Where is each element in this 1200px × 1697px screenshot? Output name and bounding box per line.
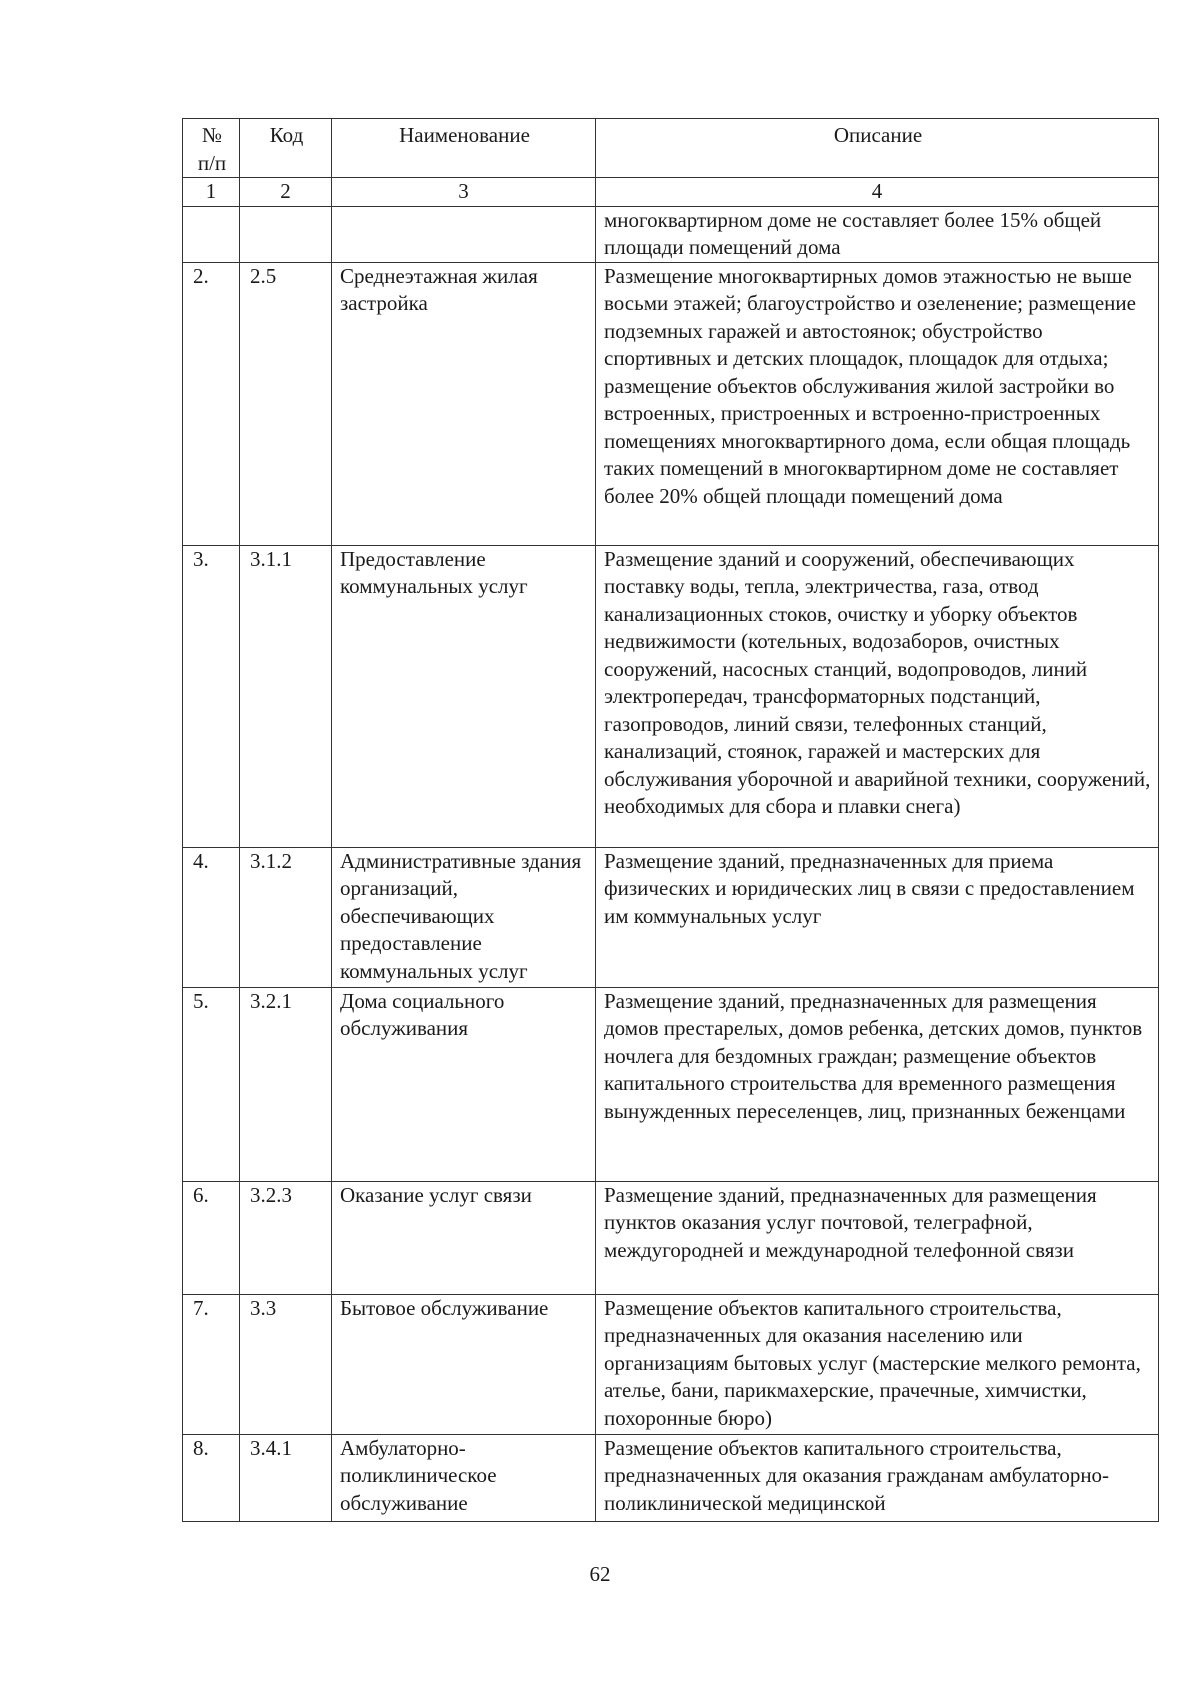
row-description: Размещение зданий, предназначенных для размещения пунктов оказания услуг почтовой, телеграфной, междугородней и международной телефонной связи bbox=[596, 1181, 1159, 1294]
row-number: 7. bbox=[183, 1294, 240, 1434]
row-name: Оказание услуг связи bbox=[332, 1181, 596, 1294]
row-code: 3.2.1 bbox=[240, 987, 332, 1181]
row-code: 3.3 bbox=[240, 1294, 332, 1434]
row-description: многоквартирном доме не составляет более 15% общей площади помещений дома bbox=[596, 206, 1159, 262]
header-number: № п/п bbox=[183, 119, 240, 178]
row-name: Бытовое обслуживание bbox=[332, 1294, 596, 1434]
row-code: 3.1.1 bbox=[240, 545, 332, 847]
row-description: Размещение зданий, предназначенных для размещения домов престарелых, домов ребенка, детских домов, пунктов ночлега для бездомных граждан; размещение объектов капитального строительства для временного размещения вынужденных переселенцев, лиц, признанных беженцами bbox=[596, 987, 1159, 1181]
column-number-row bbox=[183, 178, 1159, 207]
row-description: Размещение многоквартирных домов этажностью не выше восьми этажей; благоустройство и озеленение; размещение подземных гаражей и автостоянок; обустройство спортивных и детских площадок, площадок для отдыха; размещение объектов обслуживания жилой застройки во встроенных, пристроенных и встроенно-пристроенных помещениях многоквартирного дома, если общая площадь таких помещений в многоквартирном доме не составляет более 20% общей площади помещений дома bbox=[596, 262, 1159, 545]
row-number: 5. bbox=[183, 987, 240, 1181]
row-name bbox=[332, 206, 596, 262]
row-code: 2.5 bbox=[240, 262, 332, 545]
table-header-row bbox=[183, 119, 1159, 178]
row-name: Амбулаторно-поликлиническое обслуживание bbox=[332, 1434, 596, 1521]
row-code: 3.4.1 bbox=[240, 1434, 332, 1521]
row-description: Размещение зданий, предназначенных для приема физических и юридических лиц в связи с предоставлением им коммунальных услуг bbox=[596, 847, 1159, 987]
row-number: 8. bbox=[183, 1434, 240, 1521]
table-row-continuation bbox=[183, 206, 1159, 262]
row-number: 6. bbox=[183, 1181, 240, 1294]
table-row bbox=[183, 545, 1159, 847]
table-row bbox=[183, 1294, 1159, 1434]
row-name: Дома социального обслуживания bbox=[332, 987, 596, 1181]
table-row bbox=[183, 262, 1159, 545]
land-use-table bbox=[182, 118, 1159, 1522]
row-name: Среднеэтажная жилая застройка bbox=[332, 262, 596, 545]
page-number: 62 bbox=[589, 1562, 611, 1586]
table-row bbox=[183, 987, 1159, 1181]
row-number: 2. bbox=[183, 262, 240, 545]
row-description: Размещение зданий и сооружений, обеспечивающих поставку воды, тепла, электричества, газа, отвод канализационных стоков, очистку и уборку объектов недвижимости (котельных, водозаборов, очистных сооружений, насосных станций, водопроводов, линий электропередач, трансформаторных подстанций, газопроводов, линий связи, телефонных станций, канализаций, стоянок, гаражей и мастерских для обслуживания уборочной и аварийной техники, сооружений, необходимых для сбора и плавки снега) bbox=[596, 545, 1159, 847]
column-number: 3 bbox=[332, 178, 596, 207]
table-row bbox=[183, 1434, 1159, 1521]
land-use-table-container bbox=[182, 118, 1158, 1522]
column-number: 4 bbox=[596, 178, 1159, 207]
header-description: Описание bbox=[596, 119, 1159, 178]
row-name: Административные здания организаций, обеспечивающих предоставление коммунальных услуг bbox=[332, 847, 596, 987]
row-number: 3. bbox=[183, 545, 240, 847]
row-number bbox=[183, 206, 240, 262]
row-code: 3.2.3 bbox=[240, 1181, 332, 1294]
table-row bbox=[183, 847, 1159, 987]
row-code bbox=[240, 206, 332, 262]
column-number: 1 bbox=[183, 178, 240, 207]
row-name: Предоставление коммунальных услуг bbox=[332, 545, 596, 847]
header-name: Наименование bbox=[332, 119, 596, 178]
row-description: Размещение объектов капитального строительства, предназначенных для оказания населению или организациям бытовых услуг (мастерские мелкого ремонта, ателье, бани, парикмахерские, прачечные, химчистки, похоронные бюро) bbox=[596, 1294, 1159, 1434]
header-code: Код bbox=[240, 119, 332, 178]
table-row bbox=[183, 1181, 1159, 1294]
row-number: 4. bbox=[183, 847, 240, 987]
column-number: 2 bbox=[240, 178, 332, 207]
row-description: Размещение объектов капитального строительства, предназначенных для оказания гражданам амбулаторно-поликлинической медицинской bbox=[596, 1434, 1159, 1521]
row-code: 3.1.2 bbox=[240, 847, 332, 987]
